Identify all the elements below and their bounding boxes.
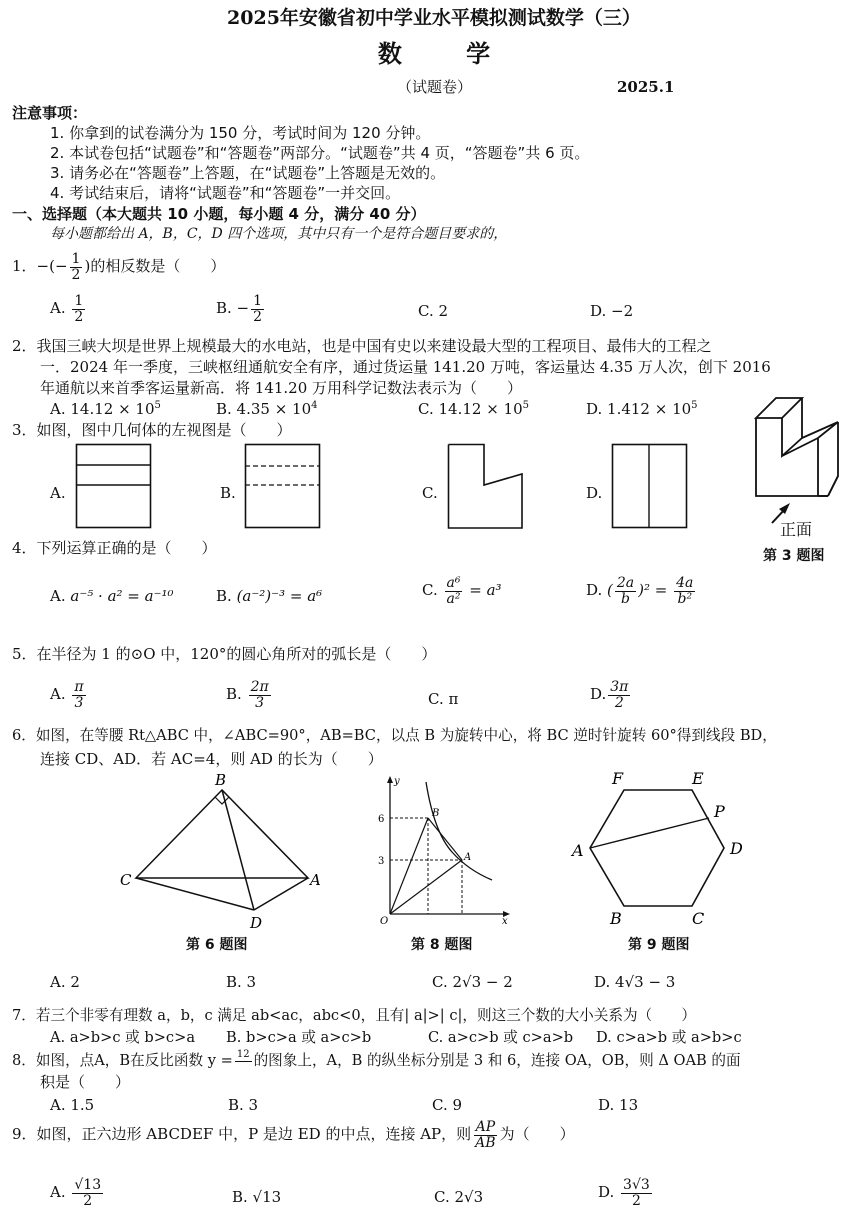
q3-option-a-label: A. <box>50 484 66 502</box>
q8-option-a: A. 1.5 <box>50 1096 95 1114</box>
fig8-tick-3: 3 <box>378 856 385 867</box>
q5-option-a: A. $\frac{\pi}{3}$ <box>50 679 84 711</box>
q8-option-d: D. 13 <box>598 1096 639 1114</box>
q2-option-a: A. $14.12 \times 10^5$ <box>50 400 161 418</box>
q6-option-b: B. 3 <box>226 973 257 991</box>
question-6-line2: 连接 CD、AD．若 AC=4，则 AD 的长为（ ） <box>40 750 383 768</box>
q3-option-b-label: B. <box>220 484 236 502</box>
fig8-origin: O <box>380 916 389 927</box>
question-4-stem: 4．下列运算正确的是（ ） <box>12 539 217 557</box>
q1-option-c: C. 2 <box>418 302 449 320</box>
fig9-label-p: P <box>714 802 725 821</box>
question-2-line3: 年通航以来首季客运量新高．将 141.20 万用科学记数法表示为（ ） <box>40 379 523 397</box>
q3-option-c-label: C. <box>422 484 438 502</box>
notice-item: 1. 你拿到的试卷满分为 150 分，考试时间为 120 分钟。 <box>50 124 431 142</box>
fig8-axis-x: x <box>502 916 508 927</box>
question-8-line2: 积是（ ） <box>40 1073 131 1091</box>
q7-option-c: C. a>c>b 或 c>a>b <box>428 1029 574 1046</box>
notice-item: 2. 本试卷包括“试题卷”和“答题卷”两部分。“试题卷”共 4 页，“答题卷”共 6 页。 <box>50 144 590 162</box>
q3-solid-figure <box>752 396 852 521</box>
section-instruction: 每小题都给出 A，B，C，D 四个选项，其中只有一个是符合题目要求的， <box>50 226 508 242</box>
q9-option-a: A. $\frac{√13}{2}$ <box>50 1177 102 1209</box>
question-7-stem: 7．若三个非零有理数 a，b，c 满足 ab<ac，abc<0，且有| a|>| c|，则这三个数的大小关系为（ ） <box>12 1007 696 1024</box>
q3-option-d-label: D. <box>586 484 603 502</box>
fig8-tick-6: 6 <box>378 814 385 825</box>
q3-figure-caption: 第 3 题图 <box>763 548 825 564</box>
fig9-label-a: A <box>572 841 584 860</box>
question-2-line2: 一．2024 年一季度，三峡枢纽通航安全有序，通过货运量 141.20 万吨，客运量达 4.35 万人次，创下 2016 <box>40 358 771 376</box>
figure-6-triangle <box>118 770 328 940</box>
q7-option-b: B. b>c>a 或 a>c>b <box>226 1029 372 1046</box>
q1-option-b: B. − $\frac{1}{2}$ <box>216 293 263 325</box>
fig6-label-b: B <box>215 771 227 789</box>
fig6-label-a: A <box>310 871 321 889</box>
fig9-label-b: B <box>610 909 622 928</box>
question-6-line1: 6．如图，在等腰 Rt△ABC 中，∠ABC=90°，AB=BC，以点 B 为旋转中心，将 BC 逆时针旋转 60°得到线段 BD， <box>12 727 777 744</box>
notice-item: 4. 考试结束后，请将“试题卷”和“答题卷”一并交回。 <box>50 184 401 202</box>
figure-8-caption: 第 8 题图 <box>411 937 473 953</box>
notice-heading: 注意事项： <box>12 104 88 122</box>
q4-option-b: B. (a⁻²)⁻³ = a⁶ <box>216 587 323 605</box>
fig8-label-a: A <box>464 852 472 863</box>
question-9-stem: 9．如图，正六边形 ABCDEF 中，P 是边 ED 的中点，连接 AP，则 $\frac{AP}{AB}$ 为（ ） <box>12 1119 575 1151</box>
q6-option-d: D. 4√3 − 3 <box>594 973 676 991</box>
fig8-label-b: B <box>432 808 440 819</box>
q3-option-b-figure <box>245 444 321 529</box>
fig9-label-e: E <box>692 769 704 788</box>
figure-9-hexagon <box>568 768 758 933</box>
notice-item: 3. 请务必在“答题卷”上答题，在“试题卷”上答题是无效的。 <box>50 164 446 182</box>
q3-option-d-figure <box>612 444 688 529</box>
question-2-line1: 2．我国三峡大坝是世界上规模最大的水电站，也是中国有史以来建设最大型的工程项目、最伟大的工程之 <box>12 337 712 355</box>
exam-date: 2025.1 <box>617 78 675 96</box>
fig6-label-c: C <box>120 871 132 889</box>
q2-option-d: D. $1.412 \times 10^5$ <box>586 400 698 418</box>
q7-option-a: A. a>b>c 或 b>c>a <box>50 1029 196 1046</box>
q2-option-b: B. $4.35 \times 10^4$ <box>216 400 318 418</box>
exam-title: 2025年安徽省初中学业水平模拟测试数学（三） <box>227 7 641 29</box>
q9-option-b: B. √13 <box>232 1188 282 1206</box>
q8-option-b: B. 3 <box>228 1096 259 1114</box>
q8-option-c: C. 9 <box>432 1096 463 1114</box>
q5-option-c: C. π <box>428 690 459 708</box>
fig9-label-c: C <box>692 909 705 928</box>
q6-option-c: C. 2√3 − 2 <box>432 973 513 991</box>
fig8-axis-y: y <box>394 776 400 787</box>
q1-option-a: A. $\frac{1}{2}$ <box>50 293 84 325</box>
question-8-line1: 8．如图，点A，B在反比函数 y = 12 的图象上，A，B 的纵坐标分别是 3 和 6，连接 OA，OB，则 Δ OAB 的面 <box>12 1049 741 1069</box>
question-5-stem: 5．在半径为 1 的⊙O 中，120°的圆心角所对的弧长是（ ） <box>12 645 437 663</box>
q1-option-d: D. −2 <box>590 302 634 320</box>
q4-option-c: C. $\frac{\text{a⁶}}{\text{a²}}$ = a³ <box>422 575 502 607</box>
paper-type: （试题卷） <box>397 78 473 96</box>
figure-6-caption: 第 6 题图 <box>186 937 248 953</box>
figure-9-caption: 第 9 题图 <box>628 937 690 953</box>
q3-option-a-figure <box>76 444 152 529</box>
q5-option-d: D. $\frac{3\pi}{2}$ <box>590 679 629 711</box>
q6-option-a: A. 2 <box>50 973 80 991</box>
q9-option-d: D. $\frac{3√3}{2}$ <box>598 1177 650 1209</box>
question-3-stem: 3．如图，图中几何体的左视图是（ ） <box>12 421 292 439</box>
q3-front-label: 正面 <box>780 520 813 539</box>
question-1-stem: 1．−(− $\frac{1}{2}$ )的相反数是（ ） <box>12 251 226 283</box>
subject-title: 数 学 <box>377 39 519 68</box>
fig9-label-d: D <box>730 839 743 858</box>
fig9-label-f: F <box>612 769 624 788</box>
q3-option-c-figure <box>448 444 524 529</box>
section-heading: 一、选择题（本大题共 10 小题，每小题 4 分，满分 40 分） <box>12 205 426 223</box>
q7-option-d: D. c>a>b 或 a>b>c <box>596 1029 742 1046</box>
q5-option-b: B. $\frac{2\pi}{3}$ <box>226 679 269 711</box>
figure-8-graph <box>368 772 518 932</box>
q9-option-c: C. 2√3 <box>434 1188 484 1206</box>
q4-option-d: D. ( $\frac{2a}{b}$ )² = $\frac{4a}{\text{b²}}$ <box>586 575 694 607</box>
q4-option-a: A. a⁻⁵ · a² = a⁻¹⁰ <box>50 587 174 605</box>
fig6-label-d: D <box>250 914 263 932</box>
q2-option-c: C. $14.12 \times 10^5$ <box>418 400 529 418</box>
fraction: $\frac{1}{2}$ <box>71 251 81 283</box>
